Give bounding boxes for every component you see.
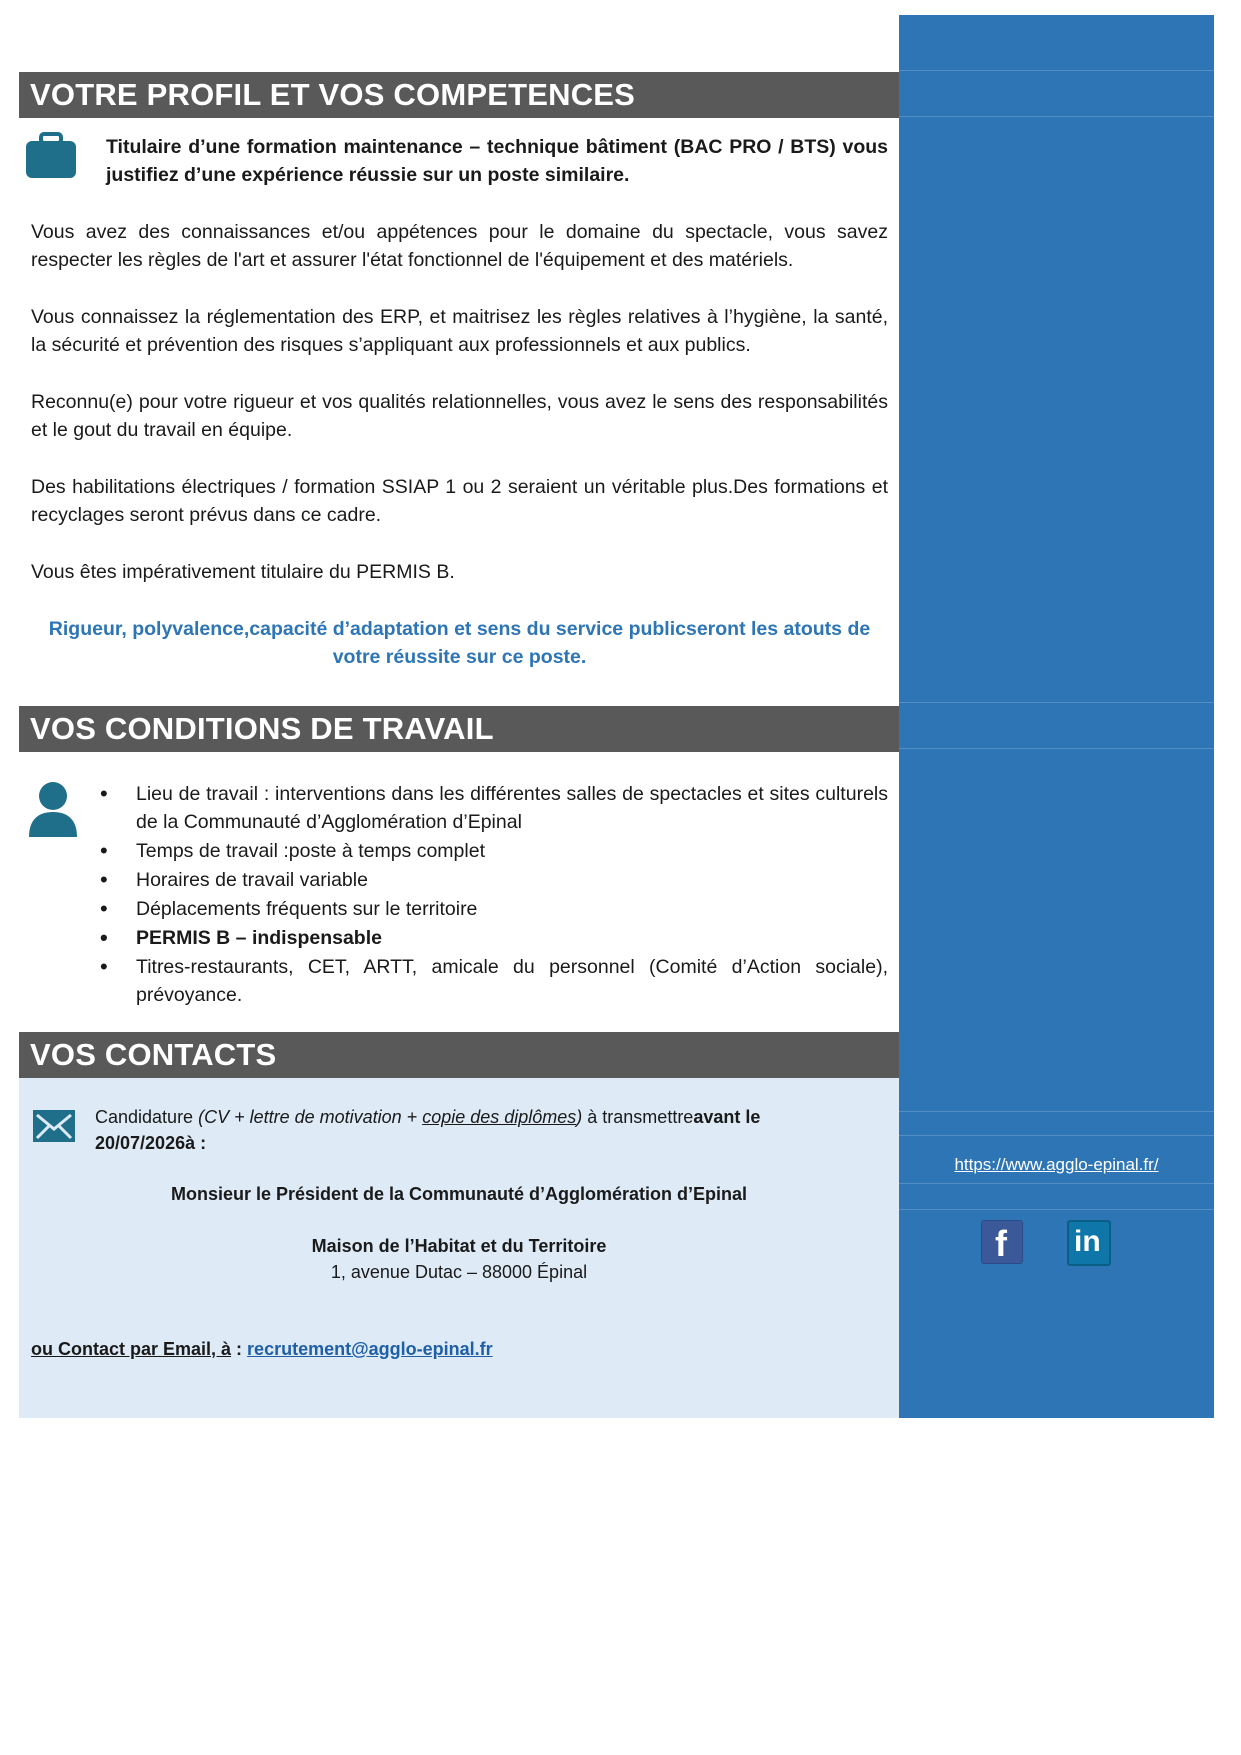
candidature-diplomes: copie des diplômes <box>422 1107 577 1127</box>
profile-paragraph: Reconnu(e) pour votre rigueur et vos qualités relationnelles, vous avez le sens des responsabilités et le gout du travail en équipe. <box>31 391 888 441</box>
address: 1, avenue Dutac – 88000 Épinal <box>330 1262 588 1282</box>
list-item: • PERMIS B – indispensable <box>100 924 888 952</box>
profile-highlight: Rigueur, polyvalence,capacité d’adaptation et sens du service publicseront les atouts de votre réussite sur ce poste. <box>48 618 871 668</box>
profile-intro: Titulaire d’une formation maintenance – technique bâtiment (BAC PRO / BTS) vous justifiez d’une expérience réussie sur un poste similaire. <box>106 136 888 186</box>
sidebar-divider <box>899 1209 1214 1210</box>
briefcase-icon <box>24 132 78 180</box>
email-label: ou Contact par Email, à <box>31 1339 232 1359</box>
list-item: • Lieu de travail : interventions dans les différentes salles de spectacles et sites culturels de la Communauté d’Agglomération d’Epinal <box>100 780 888 836</box>
email-separator: : <box>231 1339 248 1359</box>
linkedin-icon[interactable] <box>1067 1220 1111 1266</box>
facebook-glyph: f <box>995 1223 1007 1264</box>
facebook-icon[interactable] <box>981 1220 1023 1264</box>
candidature-paren-close: ) <box>576 1107 583 1127</box>
profile-paragraph: Des habilitations électriques / formation SSIAP 1 ou 2 seraient un véritable plus.Des formations et recyclages seront prévus dans ce cadre. <box>31 476 888 526</box>
section-heading-conditions: VOS CONDITIONS DE TRAVAIL <box>19 706 899 752</box>
list-item: • Titres-restaurants, CET, ARTT, amicale du personnel (Comité d’Action sociale), prévoyance. <box>100 953 888 1009</box>
profile-paragraph: Vous êtes impérativement titulaire du PERMIS B. <box>31 561 455 583</box>
organisation: Maison de l’Habitat et du Territoire <box>311 1236 607 1256</box>
list-item: • Déplacements fréquents sur le territoire <box>100 895 888 923</box>
list-item: • Horaires de travail variable <box>100 866 888 894</box>
sidebar-divider <box>899 1135 1214 1136</box>
sidebar-divider <box>899 116 1214 117</box>
profile-paragraph: Vous avez des connaissances et/ou appétences pour le domaine du spectacle, vous savez respecter les règles de l'art et assurer l'état fonctionnel de l'équipement et des matériels. <box>31 221 888 271</box>
section-heading-contacts: VOS CONTACTS <box>19 1032 899 1078</box>
person-icon <box>27 781 79 839</box>
sidebar-divider <box>899 70 1214 71</box>
recipient: Monsieur le Président de la Communauté d’Agglomération d’Epinal <box>170 1184 748 1204</box>
candidature-text <box>95 1104 855 1156</box>
sidebar-divider <box>899 702 1214 703</box>
sidebar-divider <box>899 1183 1214 1184</box>
candidature-docs: (CV + lettre de motivation + <box>198 1107 423 1127</box>
candidature-deadline: avant le 20/07/2026à : <box>95 1107 761 1153</box>
candidature-mid: à transmettre <box>582 1107 694 1127</box>
email-line <box>31 1336 493 1362</box>
sidebar-divider <box>899 748 1214 749</box>
linkedin-glyph: in <box>1074 1225 1101 1258</box>
profile-paragraph: Vous connaissez la réglementation des ERP, et maitrisez les règles relatives à l’hygiène, la santé, la sécurité et prévention des risques s’appliquant aux professionnels et aux publics. <box>31 306 888 356</box>
website-link[interactable]: https://www.agglo-epinal.fr/ <box>954 1155 1159 1174</box>
right-sidebar <box>899 15 1214 1418</box>
envelope-icon <box>31 1108 77 1144</box>
conditions-list <box>100 780 888 1010</box>
candidature-prefix: Candidature <box>95 1107 199 1127</box>
list-item: • Temps de travail :poste à temps complet <box>100 837 888 865</box>
email-link[interactable]: recrutement@agglo-epinal.fr <box>247 1339 493 1359</box>
section-heading-profile: VOTRE PROFIL ET VOS COMPETENCES <box>19 72 899 118</box>
sidebar-divider <box>899 1111 1214 1112</box>
